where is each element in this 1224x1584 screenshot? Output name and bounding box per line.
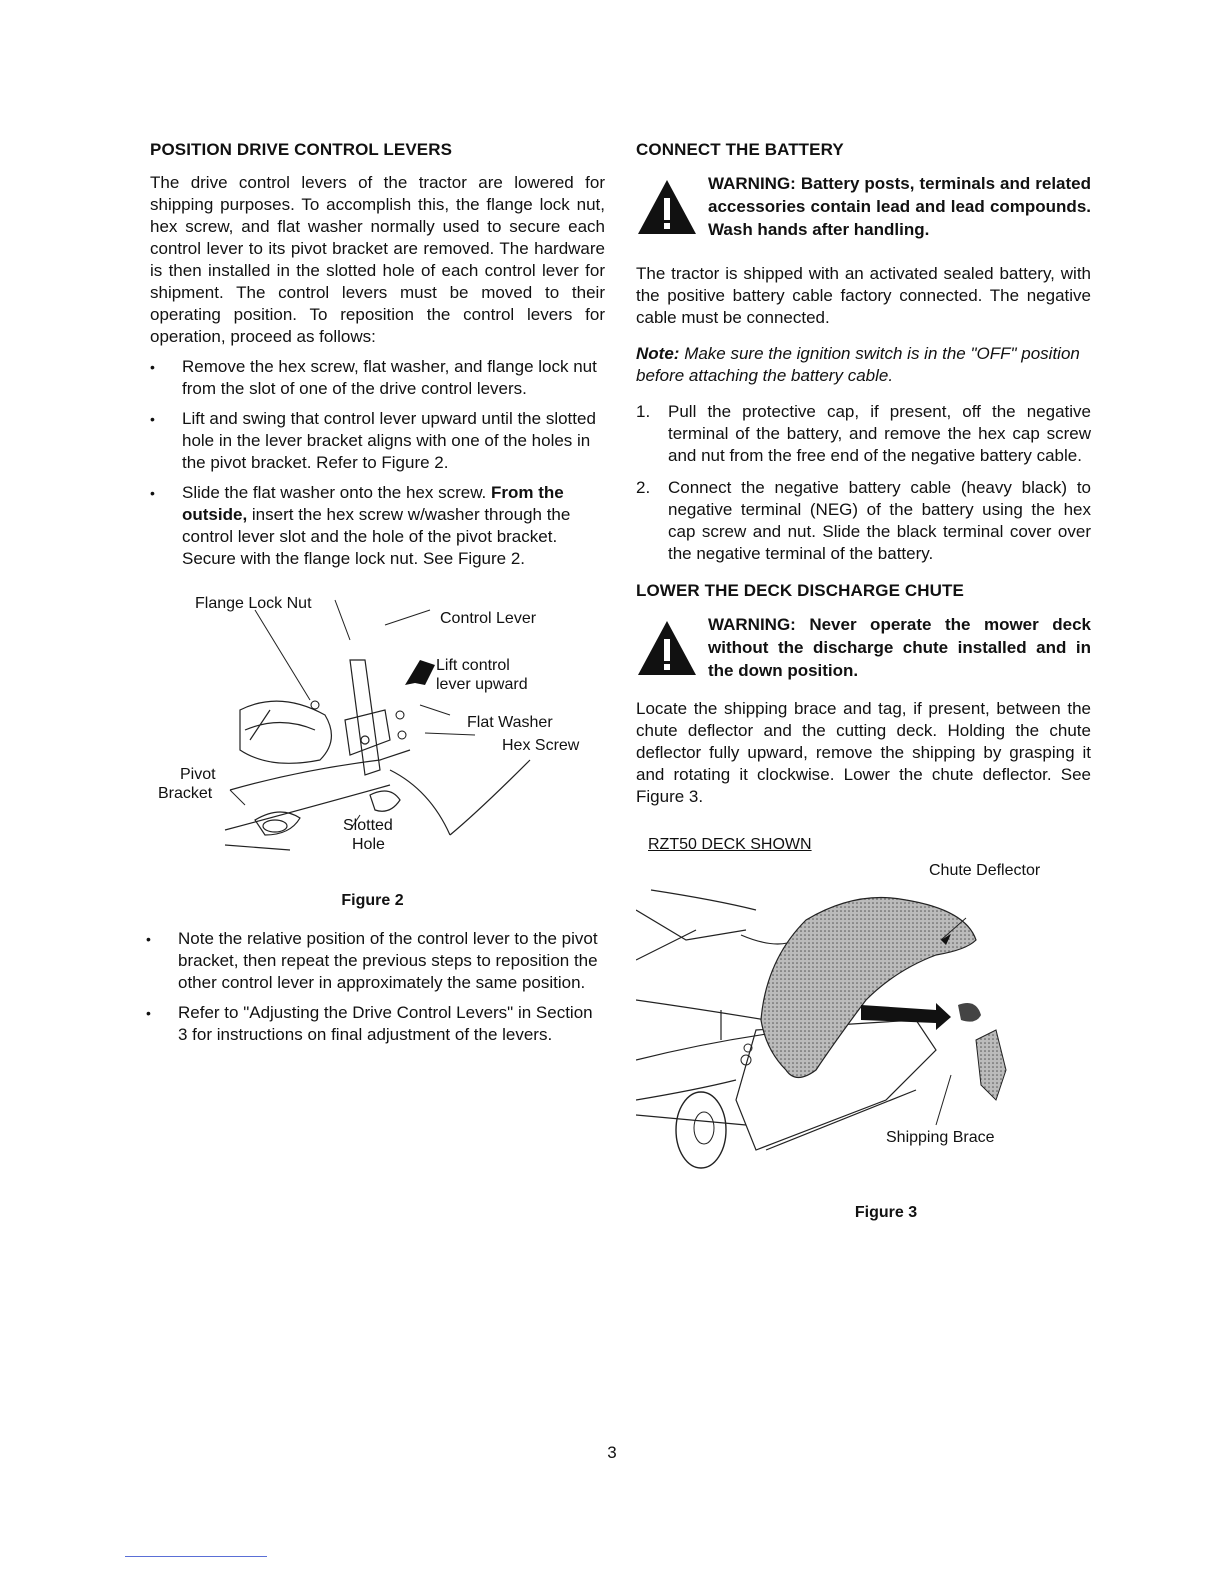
bullet3-emphasis: From the outside, xyxy=(182,483,564,524)
step-number: 2. xyxy=(636,478,651,497)
list-item: • Lift and swing that control lever upward until the slotted hole in the lever bracket aligns with one of the holes in the pivot bracket. Refer to Figure 2. xyxy=(150,408,605,474)
lift-arrow-icon xyxy=(405,660,435,685)
drive-levers-intro: The drive control levers of the tractor are lowered for shipping purposes. To accomplish this, the flange lock nut, hex screw, and flat washer normally used to secure each control lever to its pivot bracket are removed. The hardware is then installed in the slotted hole of each control lever for shipment. The control levers must be moved to their operating position. To reposition the control levers for operation, proceed as follows: xyxy=(150,173,605,346)
label-flange-lock-nut: Flange Lock Nut xyxy=(195,595,312,612)
note-label: Note: xyxy=(636,344,680,363)
figure-3 xyxy=(636,836,1091,1196)
warning-triangle-icon xyxy=(636,619,698,677)
label-chute-deflector: Chute Deflector xyxy=(929,862,1041,879)
list-item xyxy=(636,401,1091,467)
list-item: • Note the relative position of the control lever to the pivot bracket, then repeat the previous steps to reposition the other control lever in approximately the same position. xyxy=(146,928,605,994)
figure-2-caption: Figure 2 xyxy=(341,892,404,909)
label-hole: Hole xyxy=(352,836,385,853)
list-item: • Refer to "Adjusting the Drive Control Levers" in Section 3 for instructions on final adjustment of the levers. xyxy=(146,1002,605,1046)
label-flat-washer: Flat Washer xyxy=(467,714,553,731)
bullet3-pre: Slide the flat washer onto the hex screw. xyxy=(182,483,487,502)
chute-warning xyxy=(636,613,1091,682)
label-pivot: Pivot xyxy=(180,766,216,783)
battery-body: The tractor is shipped with an activated sealed battery, with the positive battery cable factory connected. The negative cable must be connected. xyxy=(636,264,1091,327)
figure-3-illustration xyxy=(636,870,1091,1190)
battery-note xyxy=(636,343,1091,387)
figure-3-title: RZT50 DECK SHOWN xyxy=(648,836,812,853)
left-column xyxy=(150,140,605,1054)
step-number: 1. xyxy=(636,402,651,421)
label-hex-screw: Hex Screw xyxy=(502,737,580,754)
list-item xyxy=(636,477,1091,565)
section-heading-chute: LOWER THE DECK DISCHARGE CHUTE xyxy=(636,581,964,600)
step-text: Pull the protective cap, if present, off the negative terminal of the battery, and remove the hex cap screw and nut from the free end of the negative battery cable. xyxy=(668,402,1091,465)
right-column xyxy=(636,140,1091,1222)
drive-levers-followup xyxy=(146,928,605,1046)
direction-arrow-icon xyxy=(861,1003,951,1030)
bullet3-post: insert the hex screw w/washer through the control lever slot and the hole of the pivot bracket. Secure with the flange lock nut. See Figure 2. xyxy=(182,505,571,568)
figure-3-caption: Figure 3 xyxy=(854,1204,918,1221)
list-item: • Remove the hex screw, flat washer, and flange lock nut from the slot of one of the drive control levers. xyxy=(150,356,605,400)
label-slotted: Slotted xyxy=(343,817,393,834)
footer-rule xyxy=(125,1556,267,1557)
label-shipping-brace: Shipping Brace xyxy=(886,1129,995,1146)
list-item xyxy=(150,482,605,570)
battery-warning-text: WARNING: Battery posts, terminals and related accessories contain lead and lead compounds. Wash hands after handling. xyxy=(708,174,1091,239)
note-text: Make sure the ignition switch is in the "OFF" position before attaching the battery cable. xyxy=(636,344,1080,385)
section-heading-drive-levers: POSITION DRIVE CONTROL LEVERS xyxy=(150,140,453,159)
battery-warning xyxy=(636,172,1091,241)
step-text: Connect the negative battery cable (heavy black) to negative terminal (NEG) of the battery using the hex cap screw and nut. Slide the black terminal cover over the negative terminal of the battery. xyxy=(668,478,1091,563)
chute-warning-text: WARNING: Never operate the mower deck without the discharge chute installed and in the down position. xyxy=(708,615,1091,680)
battery-steps xyxy=(636,401,1091,565)
label-control-lever: Control Lever xyxy=(440,610,537,627)
label-bracket: Bracket xyxy=(158,785,213,802)
page-number: 3 xyxy=(607,1443,617,1462)
warning-triangle-icon xyxy=(636,178,698,236)
chute-body: Locate the shipping brace and tag, if present, between the chute deflector and the cutting deck. Holding the chute deflector fully upward, remove the shipping by grasping it and rotating it clockwise. Lower the chute deflector. See Figure 3. xyxy=(636,699,1091,806)
label-lift-line1: Lift control xyxy=(436,657,510,674)
drive-levers-steps xyxy=(150,356,605,570)
figure-2 xyxy=(150,590,605,890)
section-heading-battery: CONNECT THE BATTERY xyxy=(636,140,844,159)
label-lift-line2: lever upward xyxy=(436,676,528,693)
